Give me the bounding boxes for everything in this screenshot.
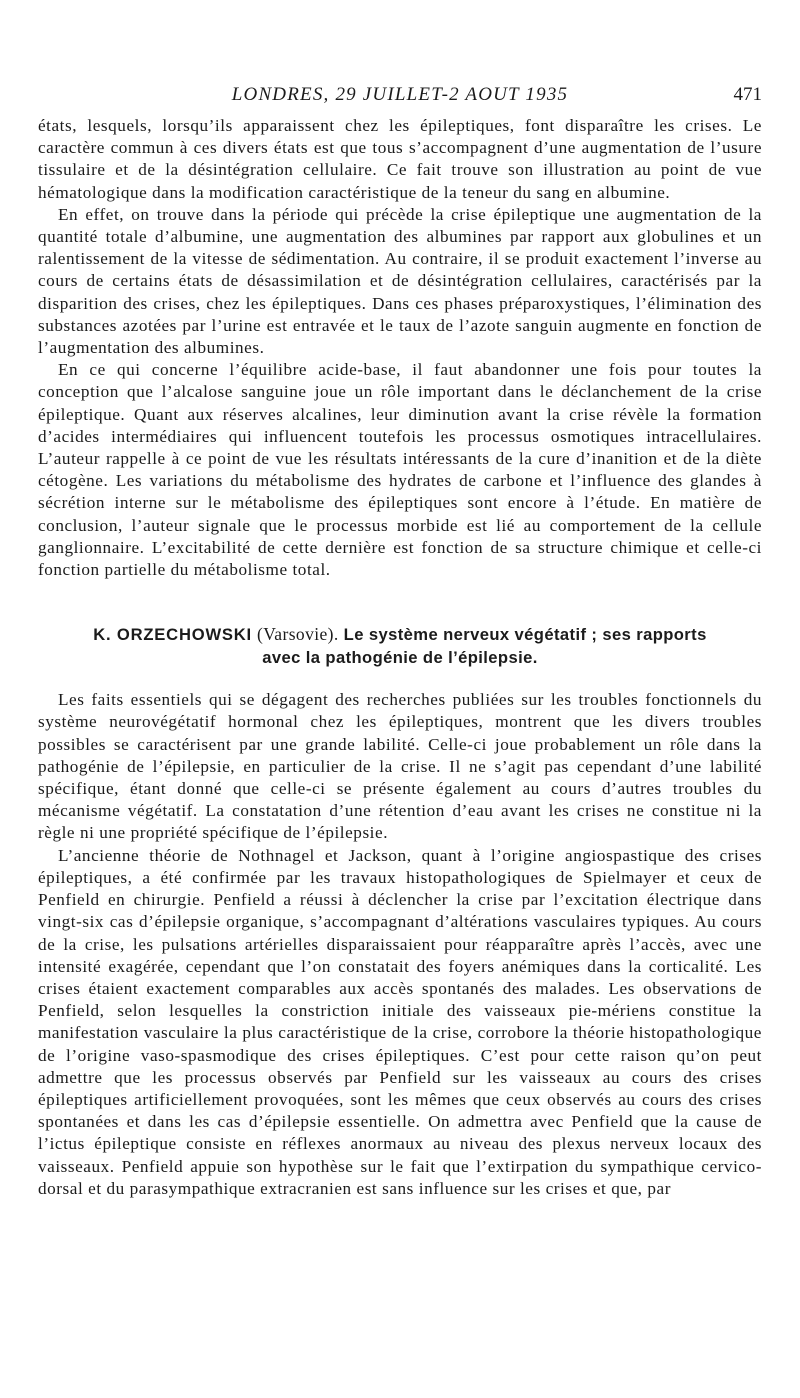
page-number: 471: [733, 84, 762, 105]
running-title: LONDRES, 29 JUILLET-2 AOUT 1935: [231, 84, 569, 105]
article-title-line-1: Le système nerveux végétatif ; ses rapports: [343, 625, 707, 645]
section-paragraph-2: L’ancienne théorie de Nothnagel et Jackson, quant à l’origine angiospastique des crises épileptiques, a été confirmée par les travaux histopathologiques de Spielmayer et ceux de Penfield en chirurgie. Penfield a réussi à déclencher la crise par l’excitation électrique dans vingt-six cas d’épilepsie organique, s’accompagnant d’altérations vasculaires typiques. Au cours de la crise, les pulsations artérielles disparaissaient pour réapparaître après l’accès, avec une intensité exagérée, cependant que l’on constatait des foyers anémiques dans la corticalité. Les crises étaient exactement comparables aux accès spontanés des malades. Les observations de Penfield, selon lesquelles la constriction initiale des vaisseaux pie-mériens constitue la manifestation vasculaire la plus caractéristique de la crise, corrobore la théorie histopathologique de l’origine vaso-spasmodique des crises épileptiques. C’est pour cette raison qu’on peut admettre que les processus observés par Penfield sur les vaisseaux au cours des crises épileptiques artificiellement provoquées, sont les mêmes que ceux observés au cours des crises spontanées et dans les cas d’épilepsie essentielle. On admettra avec Penfield que la cause de l’ictus épileptique consiste en réflexes anormaux au niveau des plexus nerveux locaux des vaisseaux. Penfield appuie son hypothèse sur le fait que l’extirpation du sympathique cervico-dorsal et du parasympathique extracranien est sans influence sur les crises et que, par: [38, 845, 762, 1198]
section-paragraph-1: Les faits essentiels qui se dégagent des recherches publiées sur les troubles fonctionnels du système neurovégétatif hormonal chez les épileptiques, montrent que les divers troubles possibles se caractérisent par une grande labilité. Celle-ci joue probablement un rôle dans la pathogénie de l’épilepsie, en particulier de la crise. Il ne s’agit pas cependant d’une labilité spécifique, étant donné que celle-ci se présente également au cours d’autres troubles du mécanisme végétatif. La constatation d’une rétention d’eau avant les crises ne constitue ni la règle ni une propriété spécifique de l’épilepsie.: [38, 690, 762, 843]
paragraph-3: En ce qui concerne l’équilibre acide-base, il faut abandonner une fois pour toutes la conception que l’alcalose sanguine joue un rôle important dans le déclanchement de la crise épileptique. Quant aux réserves alcalines, leur diminution avant la crise révèle la formation d’acides intermédiaires qui influencent toutefois les processus osmotiques intracellulaires. L’auteur rappelle à ce point de vue les résultats intéressants de la cure d’inanition et de la diète cétogène. Les variations du métabolisme des hydrates de carbone et l’influence des glandes à sécrétion interne sur le métabolisme des épileptiques sont encore à l’étude. En matière de conclusion, l’auteur signale que le processus morbide est lié au comportement de la cellule ganglionnaire. L’excitabilité de cette dernière est fonction de sa structure chimique et celle-ci fonction partielle du métabolisme total.: [38, 360, 762, 580]
article-heading: [38, 623, 762, 669]
paragraph-2: En effet, on trouve dans la période qui précède la crise épileptique une augmentation de la quantité totale d’albumine, une augmentation des albumines par rapport aux globulines et un ralentissement de la vitesse de sédimentation. Au contraire, il se produit exactement l’inverse au cours de certains états de désassimilation et de désintégration cellulaires, caractérisés par la disparition des crises, chez les épileptiques. Dans ces phases préparoxystiques, l’élimination des substances azotées par l’urine est entravée et le taux de l’azote sanguin augmente en fonction de l’augmentation des albumines.: [38, 204, 762, 358]
page-body: [38, 115, 762, 1200]
running-header: [38, 84, 762, 114]
article-place: (Varsovie).: [256, 624, 339, 645]
article-section: [38, 623, 762, 1200]
article-author: K. ORZECHOWSKI: [93, 625, 252, 645]
paragraph-1: états, lesquels, lorsqu’ils apparaissent chez les épileptiques, font disparaître les crises. Le caractère commun à ces divers états est que tous s’accompagnent d’une augmentation de l’usure tissulaire et de la désintégration cellulaire. Ce fait trouve son illustration au point de vue hématologique dans la modification caractéristique de la teneur du sang en albumine.: [38, 116, 762, 202]
article-title-line-2: avec la pathogénie de l’épilepsie.: [262, 648, 538, 668]
